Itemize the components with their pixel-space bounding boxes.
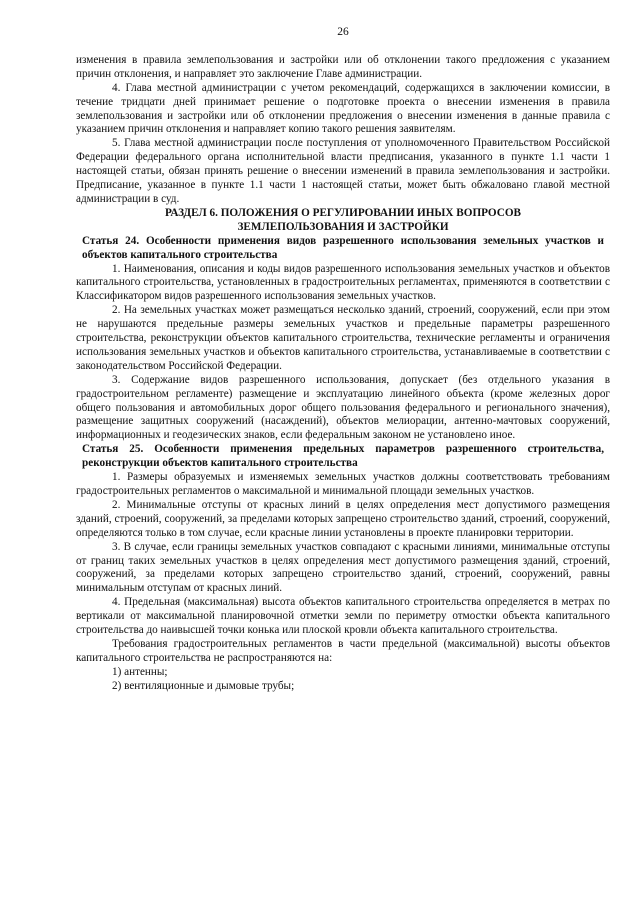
document-page xyxy=(76,26,610,694)
paragraph-item-5: 5. Глава местной администрации после поступления от уполномоченного Правительством Российской Федерации федерального органа исполнительной власти предписания, указанного в пункте 1.1 части 1 настоящей статьи, обязан принять решение о внесении изменений в правила землепользования и застройки. Предписание, указанное в пункте 1.1 части 1 настоящей статьи, может быть обжаловано главой местной администрации в суд. xyxy=(76,137,610,205)
section-heading xyxy=(76,207,610,235)
article-25-paragraph-1: 1. Размеры образуемых и изменяемых земельных участков должны соответствовать требованиям градостроительных регламентов о максимальной и минимальной площади земельных участков. xyxy=(76,471,610,497)
article-25-paragraph-5: Требования градостроительных регламентов в части предельной (максимальной) высоты объектов капитального строительства не распространяются на: xyxy=(76,637,610,664)
section-heading-line1: РАЗДЕЛ 6. ПОЛОЖЕНИЯ О РЕГУЛИРОВАНИИ ИНЫХ ВОПРОСОВ xyxy=(164,206,522,219)
list-item-pipes: 2) вентиляционные и дымовые трубы; xyxy=(112,679,295,692)
paragraph-item-4: 4. Глава местной администрации с учетом рекомендаций, содержащихся в заключении комиссии, в течение тридцати дней принимает решение о подготовке проекта о внесении изменения в правила землепользования и застройки или об отклонении предложения о внесении изменения в данные правила с указанием причин отклонения и направляет копию такого решения заявителям. xyxy=(76,81,610,136)
article-24-paragraph-3: 3. Содержание видов разрешенного использования, допускает (без отдельного указания в градостроительном регламенте) размещение и эксплуатацию линейного объекта (кроме железных дорог общего пользования и автомобильных дорог общего пользования федерального и регионального значения), размещение защитных сооружений (насаждений), объектов мелиорации, антенно-мачтовых сооружений, информационных и геодезических знаков, если федеральным законом не установлено иное. xyxy=(76,373,610,442)
article-24-paragraph-1: 1. Наименования, описания и коды видов разрешенного использования земельных участков и объектов капитального строительства, установленных в градостроительных регламентах, применяются в соответствии с Классификатором видов разрешенного использования земельных участков. xyxy=(76,262,610,303)
page-number: 26 xyxy=(337,26,349,38)
article-25-paragraph-2: 2. Минимальные отступы от красных линий в целях определения мест допустимого размещения зданий, строений, сооружений, за пределами которых запрещено строительство зданий, строений, сооружений, определяются только в том случае, если красные линии установлены в проекте планировки территории. xyxy=(76,498,610,539)
article-25-paragraph-4: 4. Предельная (максимальная) высота объектов капитального строительства определяется в метрах по вертикали от максимальной планировочной отметки земли по периметру отмостки объекта капитального строительства до наивысшей точки конька или плоской кровли объекта капитального строительства. xyxy=(76,596,610,637)
list-item-antennas: 1) антенны; xyxy=(112,665,168,678)
paragraph-continuation: изменения в правила землепользования и застройки или об отклонении такого предложения с указанием причин отклонения, и направляет это заключение Главе администрации. xyxy=(76,53,610,80)
article-24-title: Статья 24. Особенности применения видов разрешенного использования земельных участков и объектов капитального строительства xyxy=(82,234,604,261)
article-25-title: Статья 25. Особенности применения предельных параметров разрешенного строительства, реконструкции объектов капитального строительства xyxy=(82,443,604,470)
section-heading-line2: ЗЕМЛЕПОЛЬЗОВАНИЯ И ЗАСТРОЙКИ xyxy=(237,220,449,233)
article-24-paragraph-2: 2. На земельных участках может размещаться несколько зданий, строений, сооружений, если при этом не нарушаются предельные размеры земельных участков и предельные параметры разрешенного строительства, реконструкции объектов капитального строительства, технические регламенты и ограничения использования земельных участков и объектов капитального строительства, устанавливаемые в соответствии с законодательством Российской Федерации. xyxy=(76,304,610,372)
article-25-paragraph-3: 3. В случае, если границы земельных участков совпадают с красными линиями, минимальные отступы от границ таких земельных участков в целях определения мест допустимого размещения зданий, строений, сооружений, за пределами которых запрещено строительство зданий, строений, сооружений, равны минимальным отступам от красных линий. xyxy=(76,540,610,595)
